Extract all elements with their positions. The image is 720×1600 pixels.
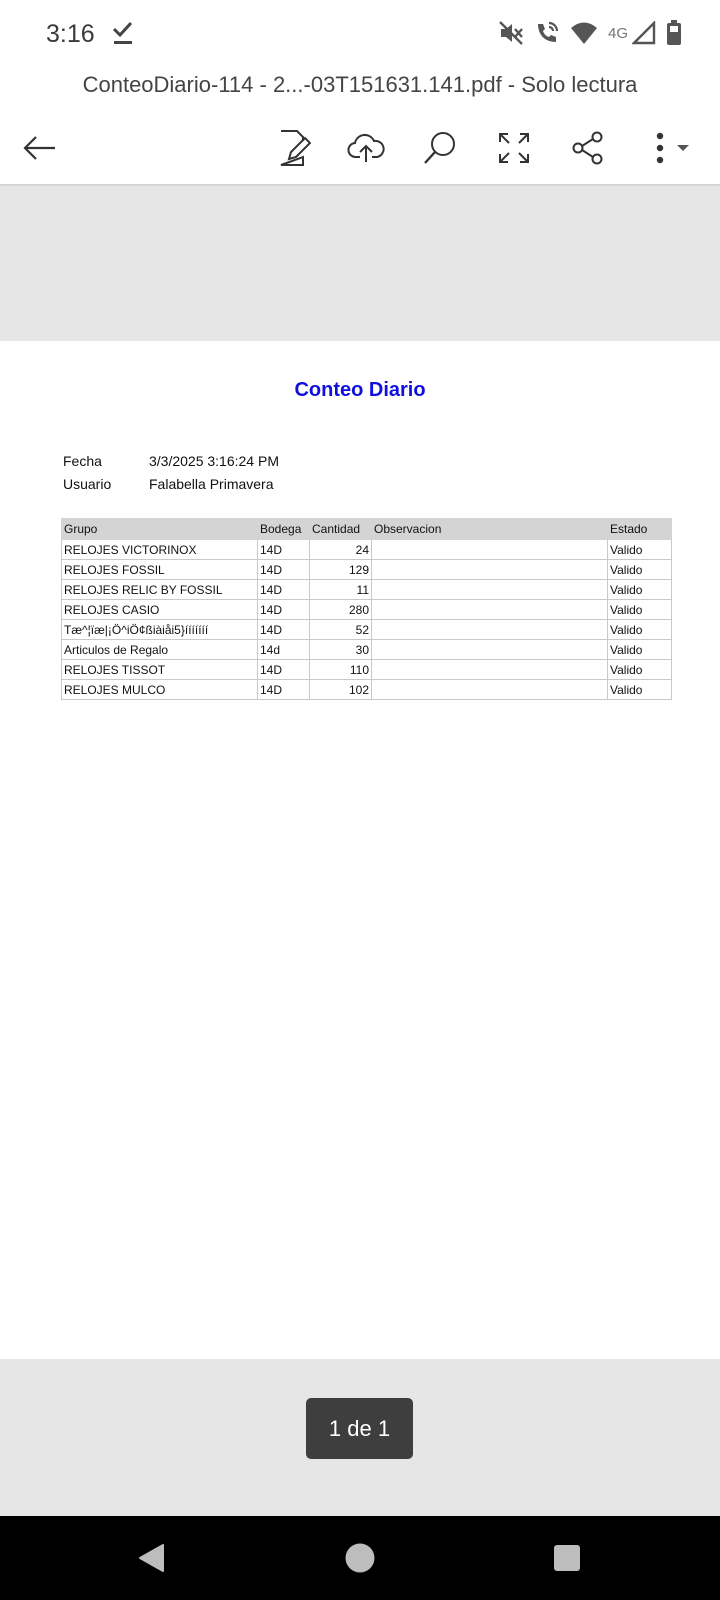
cell-cantidad: 52 xyxy=(310,620,372,640)
fecha-value: 3/3/2025 3:16:24 PM xyxy=(149,453,279,469)
column-header-bodega: Bodega xyxy=(258,519,310,540)
table-row xyxy=(62,560,672,580)
usuario-label: Usuario xyxy=(63,476,112,492)
fullscreen-icon[interactable] xyxy=(490,124,538,172)
table-row xyxy=(62,600,672,620)
wifi-call-icon xyxy=(534,20,560,46)
cell-grupo: RELOJES VICTORINOX xyxy=(62,540,258,560)
toolbar xyxy=(0,112,720,184)
cell-bodega: 14D xyxy=(258,580,310,600)
cell-grupo: RELOJES CASIO xyxy=(62,600,258,620)
table-row xyxy=(62,620,672,640)
fecha-label: Fecha xyxy=(63,453,102,469)
cell-estado: Valido xyxy=(608,680,672,700)
cell-estado: Valido xyxy=(608,640,672,660)
cell-grupo: Tæ^¦ïæ|¡Ö^iÖ¢ßiàiåi5}ííííííí xyxy=(62,620,258,640)
column-header-cantidad: Cantidad xyxy=(310,519,372,540)
navigation-bar xyxy=(0,1516,720,1600)
cell-estado: Valido xyxy=(608,580,672,600)
table-row xyxy=(62,680,672,700)
mute-icon xyxy=(498,20,524,46)
status-bar xyxy=(0,0,720,70)
cell-estado: Valido xyxy=(608,560,672,580)
edit-document-icon[interactable] xyxy=(270,124,318,172)
table-row xyxy=(62,640,672,660)
nav-recents-icon[interactable] xyxy=(547,1538,587,1578)
cell-bodega: 14D xyxy=(258,680,310,700)
cell-estado: Valido xyxy=(608,660,672,680)
more-options-icon[interactable] xyxy=(640,124,700,172)
cell-observacion xyxy=(372,660,608,680)
download-done-icon xyxy=(112,20,134,51)
cell-observacion xyxy=(372,640,608,660)
cell-bodega: 14D xyxy=(258,620,310,640)
usuario-row xyxy=(63,476,274,492)
conteo-table xyxy=(61,518,672,700)
column-header-grupo: Grupo xyxy=(62,519,258,540)
status-icons xyxy=(498,20,682,46)
cell-bodega: 14D xyxy=(258,540,310,560)
column-header-estado: Estado xyxy=(608,519,672,540)
cell-cantidad: 11 xyxy=(310,580,372,600)
cell-estado: Valido xyxy=(608,540,672,560)
usuario-value: Falabella Primavera xyxy=(149,476,274,492)
report-title: Conteo Diario xyxy=(294,379,426,401)
table-row xyxy=(62,580,672,600)
search-icon[interactable] xyxy=(416,124,464,172)
cell-grupo: RELOJES MULCO xyxy=(62,680,258,700)
battery-icon xyxy=(666,20,682,46)
share-icon[interactable] xyxy=(564,124,612,172)
fecha-row xyxy=(63,453,279,469)
cell-estado: Valido xyxy=(608,600,672,620)
cell-grupo: RELOJES RELIC BY FOSSIL xyxy=(62,580,258,600)
cell-cantidad: 129 xyxy=(310,560,372,580)
cell-bodega: 14D xyxy=(258,600,310,620)
table-header-row xyxy=(62,519,672,540)
cell-cantidad: 24 xyxy=(310,540,372,560)
nav-home-icon[interactable] xyxy=(340,1538,380,1578)
cell-observacion xyxy=(372,580,608,600)
cell-estado: Valido xyxy=(608,620,672,640)
table-row xyxy=(62,540,672,560)
cell-observacion xyxy=(372,560,608,580)
cell-grupo: RELOJES FOSSIL xyxy=(62,560,258,580)
cell-bodega: 14d xyxy=(258,640,310,660)
pdf-page[interactable] xyxy=(0,341,720,1359)
cell-observacion xyxy=(372,600,608,620)
cell-observacion xyxy=(372,680,608,700)
cell-cantidad: 110 xyxy=(310,660,372,680)
cell-grupo: RELOJES TISSOT xyxy=(62,660,258,680)
cell-cantidad: 30 xyxy=(310,640,372,660)
cloud-upload-icon[interactable] xyxy=(342,124,390,172)
network-type-label: 4G xyxy=(607,24,628,42)
cell-bodega: 14D xyxy=(258,660,310,680)
status-time: 3:16 xyxy=(46,20,95,48)
back-arrow-icon[interactable] xyxy=(16,124,64,172)
nav-back-icon[interactable] xyxy=(132,1538,172,1578)
document-title: ConteoDiario-114 - 2...-03T151631.141.pdf - Solo lectura xyxy=(82,72,638,97)
cell-grupo: Articulos de Regalo xyxy=(62,640,258,660)
cell-observacion xyxy=(372,540,608,560)
table-row xyxy=(62,660,672,680)
cell-bodega: 14D xyxy=(258,560,310,580)
cell-cantidad: 280 xyxy=(310,600,372,620)
page-indicator: 1 de 1 xyxy=(306,1398,413,1459)
signal-icon xyxy=(632,21,656,45)
cell-cantidad: 102 xyxy=(310,680,372,700)
cell-observacion xyxy=(372,620,608,640)
viewer-background-top xyxy=(0,186,720,341)
column-header-observacion: Observacion xyxy=(372,519,608,540)
wifi-icon xyxy=(570,21,598,45)
